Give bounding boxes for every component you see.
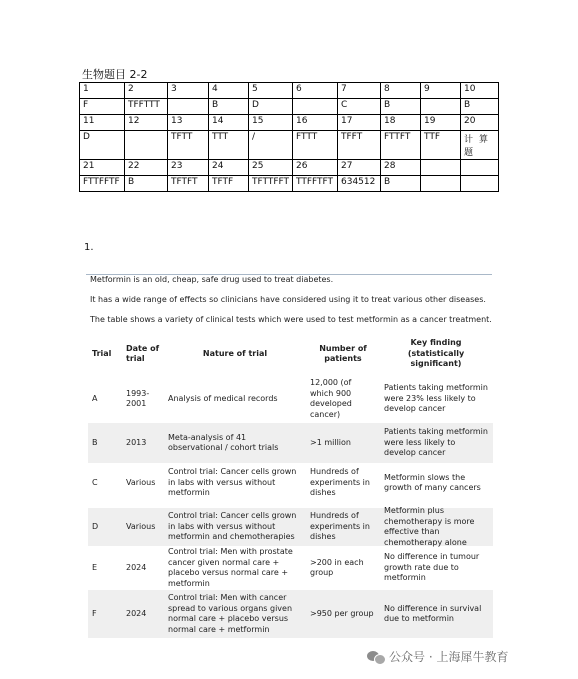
- trials-header-row: [88, 333, 493, 375]
- trial-row: [88, 423, 493, 463]
- trial-cell: Analysis of medical records: [168, 393, 278, 403]
- trial-row: [88, 463, 493, 503]
- trial-cell: No difference in survival due to metformin: [384, 603, 482, 623]
- trial-cell: Metformin plus chemotherapy is more effective than chemotherapy alone: [384, 506, 475, 547]
- table-cell: 23: [168, 160, 209, 176]
- table-cell: TFTT: [168, 131, 209, 160]
- table-cell: 16: [293, 115, 338, 131]
- document-title: 生物题目 2-2: [82, 68, 148, 81]
- table-cell: 21: [80, 160, 125, 176]
- table-cell: [461, 160, 499, 176]
- trial-cell: Meta-analysis of 41 observational / cohort trials: [168, 432, 279, 452]
- table-cell: 15: [249, 115, 293, 131]
- table-cell: D: [249, 99, 293, 115]
- table-cell: 14: [209, 115, 249, 131]
- answer-table: [79, 82, 499, 192]
- table-cell: TTF: [421, 131, 461, 160]
- answer-row: [80, 131, 499, 160]
- table-cell: TTT: [209, 131, 249, 160]
- trial-cell: B: [92, 437, 98, 447]
- trial-cell: Control trial: Cancer cells grown in labs with versus without metformin and chemotherapies: [168, 511, 297, 542]
- table-cell: TFTFT: [168, 176, 209, 192]
- table-cell: [421, 160, 461, 176]
- table-cell: [168, 99, 209, 115]
- table-cell: TFTTFFT: [249, 176, 293, 192]
- trial-cell: E: [92, 562, 98, 572]
- table-cell: 10: [461, 83, 499, 99]
- trial-cell: 12,000 (of which 900 developed cancer): [310, 378, 352, 419]
- trial-cell: 1993-2001: [126, 388, 150, 408]
- table-cell: B: [209, 99, 249, 115]
- table-cell: TFFTTT: [125, 99, 168, 115]
- trial-cell: F: [92, 608, 97, 618]
- table-cell: 12: [125, 115, 168, 131]
- table-cell: 26: [293, 160, 338, 176]
- trial-cell: Hundreds of experiments in dishes: [310, 467, 370, 498]
- trial-row: [88, 375, 493, 423]
- trial-cell: Patients taking metformin were less likely to develop cancer: [384, 427, 488, 458]
- table-cell: [421, 176, 461, 192]
- table-cell: 28: [381, 160, 421, 176]
- trial-cell: Metformin slows the growth of many cancers: [384, 472, 481, 492]
- table-cell: [293, 99, 338, 115]
- table-cell: 20: [461, 115, 499, 131]
- table-cell: 17: [338, 115, 381, 131]
- table-cell: 634512: [338, 176, 381, 192]
- trial-cell: No difference in tumour growth rate due to metformin: [384, 552, 480, 583]
- answer-row: [80, 99, 499, 115]
- trials-table-bottom: [88, 508, 493, 638]
- table-cell: TFTF: [209, 176, 249, 192]
- trial-cell: >1 million: [310, 437, 351, 447]
- trial-cell: 2024: [126, 608, 147, 618]
- question-number-row: [80, 160, 499, 176]
- trial-row: [88, 508, 493, 546]
- table-cell: 24: [209, 160, 249, 176]
- table-cell: 18: [381, 115, 421, 131]
- table-cell: TTFFTFT: [293, 176, 338, 192]
- table-cell: C: [338, 99, 381, 115]
- trial-cell: Hundreds of experiments in dishes: [310, 511, 370, 542]
- trial-row: [88, 546, 493, 590]
- table-cell: 19: [421, 115, 461, 131]
- table-cell: FTTFFTF: [80, 176, 125, 192]
- watermark-text: 公众号 · 上海犀牛教育: [389, 650, 509, 664]
- table-cell: D: [80, 131, 125, 160]
- trial-cell: 2013: [126, 437, 147, 447]
- table-cell: FTTT: [293, 131, 338, 160]
- trial-cell: >950 per group: [310, 608, 374, 618]
- trials-table-top: [88, 333, 493, 503]
- table-cell: 22: [125, 160, 168, 176]
- intro-line-3: The table shows a variety of clinical tests which were used to test metformin as a cancer treatment.: [90, 315, 492, 324]
- table-cell: B: [381, 176, 421, 192]
- watermark: [367, 648, 508, 665]
- table-cell: 2: [125, 83, 168, 99]
- table-cell: TFFT: [338, 131, 381, 160]
- table-cell: FTTFT: [381, 131, 421, 160]
- trial-cell: D: [92, 521, 99, 531]
- intro-line-2: It has a wide range of effects so clinicians have considered using it to treat various other diseases.: [90, 295, 486, 304]
- table-cell: 4: [209, 83, 249, 99]
- table-cell: 计算题: [461, 131, 499, 160]
- question-number: 1.: [84, 242, 94, 253]
- table-cell: 27: [338, 160, 381, 176]
- question-number-row: [80, 83, 499, 99]
- header-cell: Key finding (statistically significant): [407, 338, 465, 369]
- answer-row: [80, 176, 499, 192]
- trial-cell: 2024: [126, 562, 147, 572]
- table-cell: 7: [338, 83, 381, 99]
- table-cell: 6: [293, 83, 338, 99]
- table-cell: [421, 99, 461, 115]
- table-cell: 11: [80, 115, 125, 131]
- table-cell: 9: [421, 83, 461, 99]
- trial-cell: Control trial: Men with cancer spread to various organs given normal care + placebo versus normal care + metformin: [168, 593, 293, 634]
- intro-line-1: Metformin is an old, cheap, safe drug used to treat diabetes.: [90, 275, 334, 284]
- header-cell: Trial: [92, 348, 112, 358]
- trial-row: [88, 590, 493, 638]
- table-cell: [461, 176, 499, 192]
- table-cell: 3: [168, 83, 209, 99]
- trial-cell: >200 in each group: [310, 557, 364, 577]
- table-cell: 5: [249, 83, 293, 99]
- trial-cell: C: [92, 477, 98, 487]
- question-number-row: [80, 115, 499, 131]
- trial-cell: Patients taking metformin were 23% less likely to develop cancer: [384, 383, 488, 414]
- table-cell: [125, 131, 168, 160]
- wechat-icon: [367, 650, 385, 664]
- table-cell: F: [80, 99, 125, 115]
- header-cell: Date of trial: [126, 343, 160, 363]
- table-cell: B: [381, 99, 421, 115]
- trial-cell: Control trial: Men with prostate cancer given normal care + placebo versus normal care + metformin: [168, 547, 293, 588]
- table-cell: 13: [168, 115, 209, 131]
- table-cell: /: [249, 131, 293, 160]
- table-cell: 1: [80, 83, 125, 99]
- trial-cell: Control trial: Cancer cells grown in labs with versus without metformin: [168, 467, 297, 498]
- table-cell: 25: [249, 160, 293, 176]
- trial-cell: Various: [126, 477, 156, 487]
- header-cell: Number of patients: [319, 343, 367, 363]
- table-cell: 8: [381, 83, 421, 99]
- table-cell: B: [461, 99, 499, 115]
- trial-cell: Various: [126, 521, 156, 531]
- trial-cell: A: [92, 393, 98, 403]
- header-cell: Nature of trial: [202, 348, 268, 358]
- table-cell: B: [125, 176, 168, 192]
